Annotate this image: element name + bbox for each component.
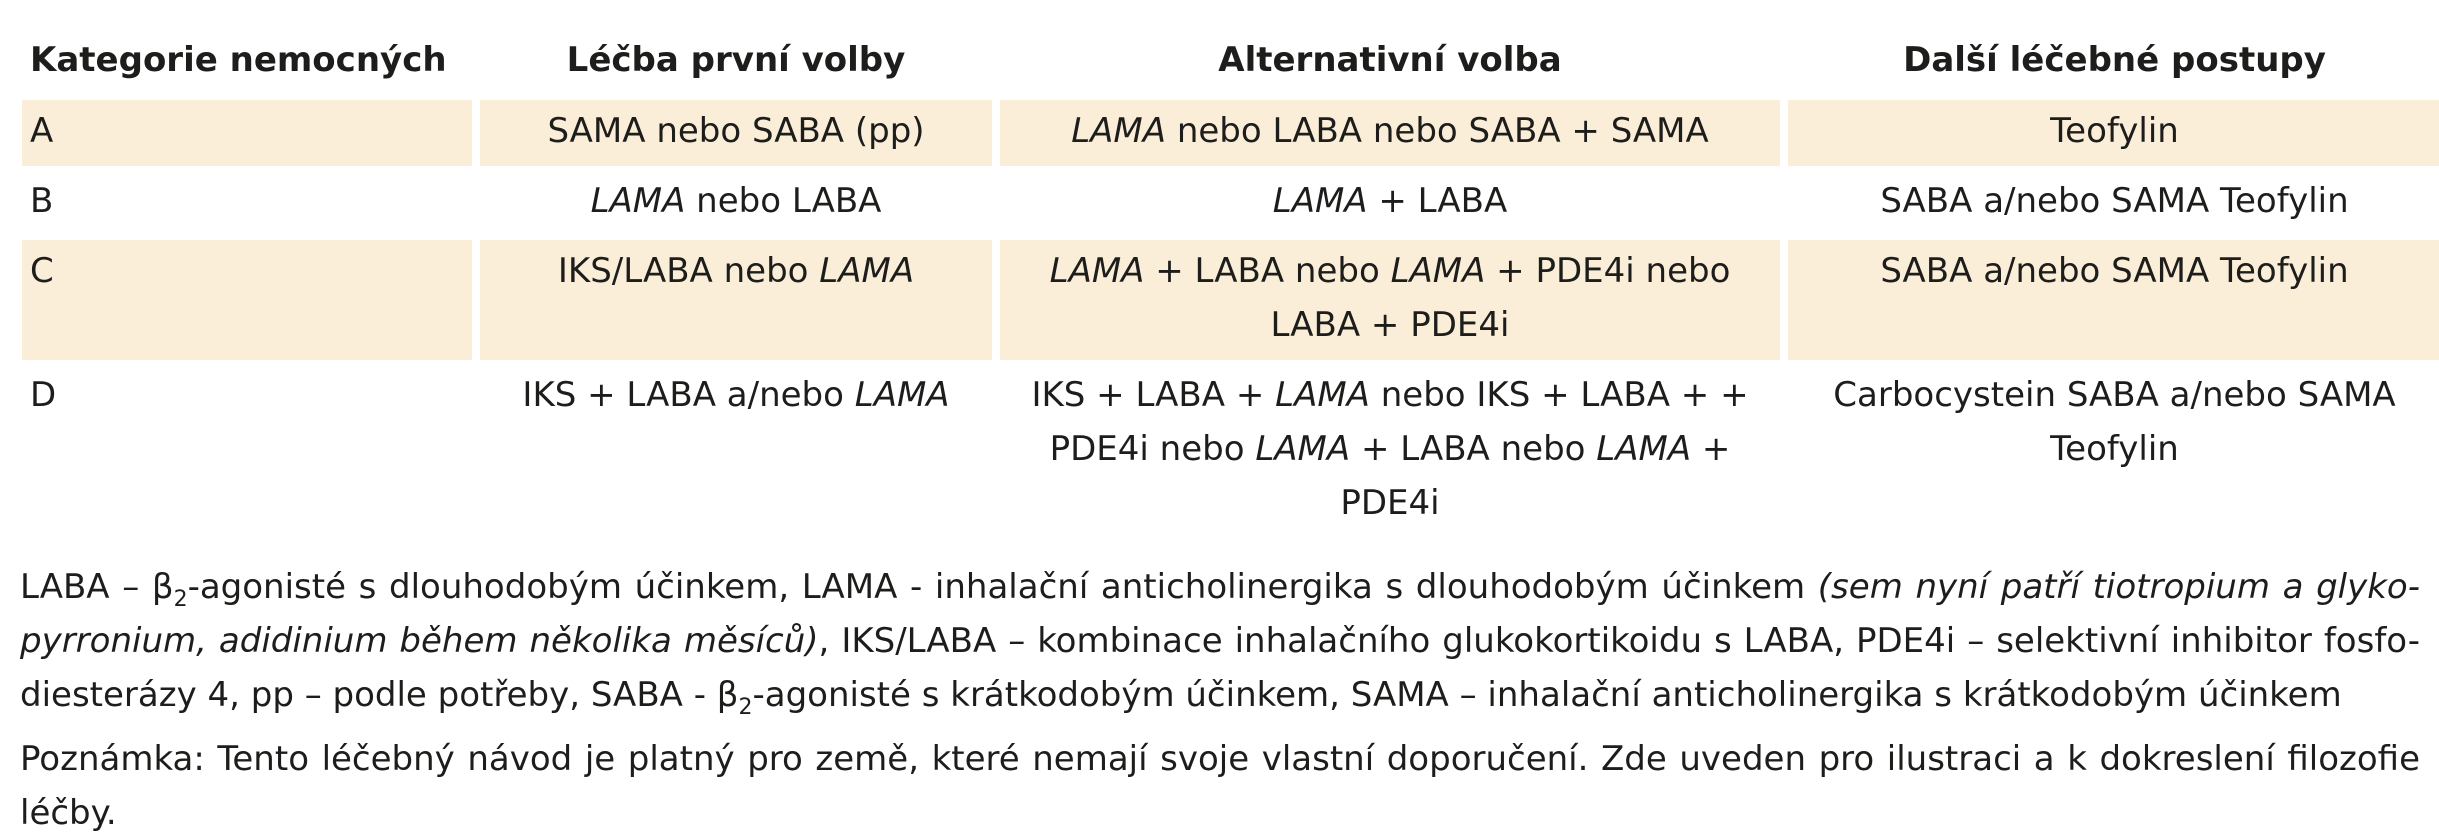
text-run: nebo IKS + LABA + + PDE4i nebo [1049,375,1749,469]
cell-category: D [30,375,57,415]
subscript-text: 2 [173,586,188,612]
cell-other [1788,100,2439,166]
text-run: IKS/LABA nebo [557,251,820,291]
italic-text: LAMA [1255,429,1351,469]
table-row [22,364,2439,538]
italic-text: LAMA [1596,429,1692,469]
text-run: IKS + LABA + [1031,375,1276,415]
text-run: Carbocystein SABA a/nebo SAMA Teofylin [1833,375,2396,469]
table-row [22,170,2439,236]
cell-first-choice [480,100,992,166]
text-run: IKS + LABA a/nebo [522,375,855,415]
text-run: -agonisté s krátkodobým účinkem, SAMA – inhalační anticholinergika s krátkodobým účinkem [752,675,2342,715]
header-alternative: Alternativní volba [1218,40,1562,80]
table-row [22,100,2439,166]
cell-first-choice [480,240,992,360]
italic-text: LAMA [590,181,686,221]
cell-alternative [1000,100,1780,166]
text-run: + LABA nebo [1350,429,1597,469]
text-run: + PDE4i [1340,429,1731,523]
cell-alternative [1000,170,1780,236]
italic-text: LAMA [1071,111,1167,151]
text-run: -agonisté s dlouhodobým účinkem, LAMA - inhalační anticholinergika s dlouhodobým účinkem [187,567,1818,607]
text-run: SAMA nebo SABA (pp) [547,111,925,151]
italic-text: (sem nyní patří tiotropium a glyko- pyrronium, adidinium během několika měsíců) [20,567,2420,661]
cell-other [1788,170,2439,236]
cell-other [1788,240,2439,360]
italic-text: LAMA [854,375,950,415]
cell-other [1788,364,2439,538]
cell-first-choice [480,364,992,538]
italic-text: LAMA [1390,251,1486,291]
cell-category: B [30,181,54,221]
text-run: + LABA nebo [1144,251,1391,291]
cell-alternative [1000,364,1780,538]
text-run: , IKS/LABA – kombinace inhalačního glukokortikoidu s LABA, PDE4i – selektivní inhibitor fosfo- diesterázy 4, pp – podle potřeby, SABA - β [20,621,2420,715]
italic-text: LAMA [819,251,915,291]
table-body [22,100,2439,538]
text-run: nebo LABA nebo SABA + SAMA [1166,111,1709,151]
text-run: SABA a/nebo SAMA Teofylin [1880,251,2349,291]
abbreviations-note [20,560,2420,722]
text-run: SABA a/nebo SAMA Teofylin [1880,181,2349,221]
header-first-choice: Léčba první volby [566,40,906,80]
text-run: LABA – β [20,567,174,607]
text-run: Teofylin [2050,111,2179,151]
italic-text: LAMA [1272,181,1368,221]
header-category: Kategorie nemocných [30,40,447,80]
cell-alternative [1000,240,1780,360]
subscript-text: 2 [738,694,753,720]
cell-category: A [22,100,472,166]
remark-note: Poznámka: Tento léčebný návod je platný pro země, které nemají svoje vlastní doporučení. Zde uveden pro ilustraci a k dokreslení filozofie léčby. [20,739,2420,833]
italic-text: LAMA [1275,375,1370,415]
cell-category: C [22,240,472,360]
text-run: nebo LABA [685,181,882,221]
table-row [22,240,2439,360]
table-header-row [22,26,2439,96]
text-run: + PDE4i nebo LABA + PDE4i [1270,251,1731,345]
cell-first-choice [480,170,992,236]
italic-text: LAMA [1049,251,1145,291]
treatment-table [14,22,2439,542]
text-run: + LABA [1367,181,1508,221]
treatment-table-container [22,22,2417,542]
table-notes [20,560,2420,840]
header-other: Další léčebné postupy [1903,40,2326,80]
